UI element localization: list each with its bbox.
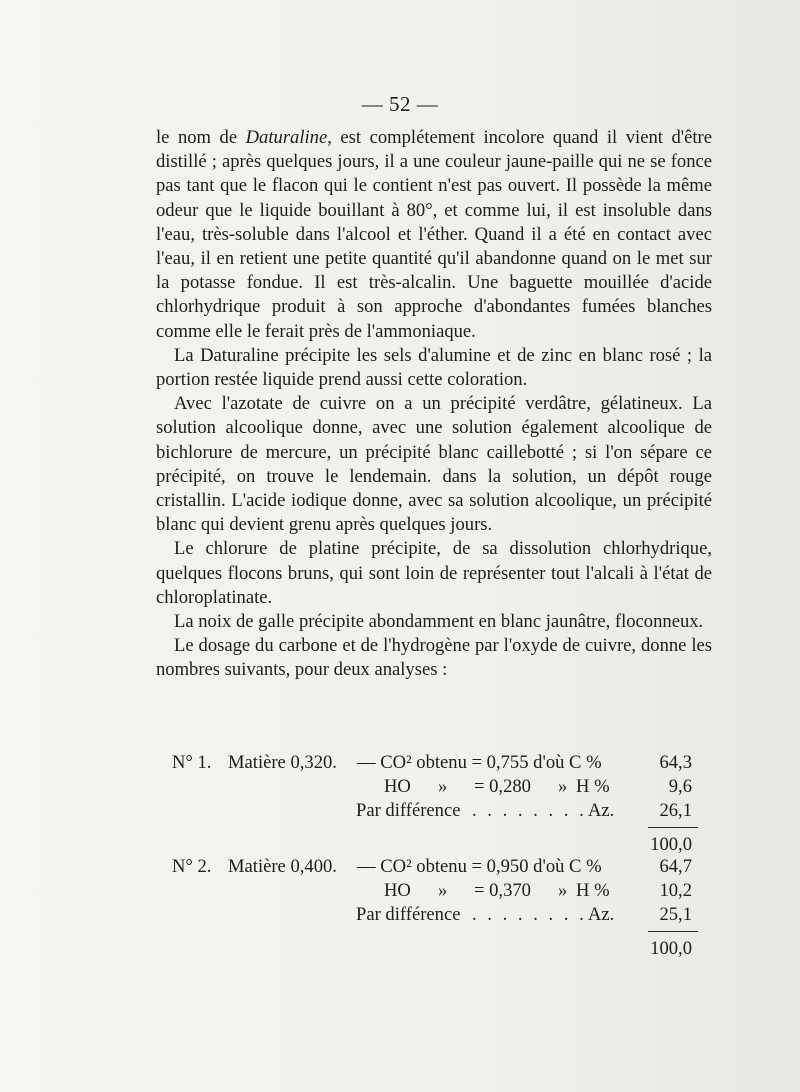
analysis-az-label: Az. <box>588 800 615 821</box>
sum-rule <box>648 827 698 828</box>
analysis-total: 100,0 <box>650 938 692 959</box>
paragraph-1-rest: , est complétement incolore quand il vient d'être distillé ; après quelques jours, il a une couleur jaune-paille qui ne se fonce pas tant que le flacon qui le contient n'est pas ouvert. Il possède la même odeur que le liquide bouillant à 80°, et comme lui, il est insoluble dans l'eau, très-soluble dans l'alcool et l'éther. Quand il a été en contact avec l'eau, il en retient une petite quantité qu'il abandonne quand on le met sur la potasse fondue. Il est très-alcalin. Une baguette mouillée d'acide chlorhydrique produit à son approche d'abondantes fumées blanches comme elle le ferait près de l'ammoniaque. <box>156 127 712 342</box>
paragraph-4: Le chlorure de platine précipite, de sa dissolution chlorhydrique, quelques flocons bruns, qui sont loin de représenter tout l'alcali à l'état de chloroplatinate. <box>156 538 712 608</box>
analysis-row-azote <box>156 800 712 824</box>
analysis-h-value: 9,6 <box>668 776 692 797</box>
paragraph-1-start: le nom de <box>156 127 246 148</box>
analysis-ho-quote: » <box>438 880 448 901</box>
analysis-row-carbon <box>156 856 712 880</box>
paragraph-3: Avec l'azotate de cuivre on a un précipité verdâtre, gélatineux. La solution alcoolique donne, avec une solution également alcoolique de bichlorure de mercure, un précipité blanc caillebotté ; si l'on sépare ce précipité, on trouve le lendemain. dans la solution, un dépôt rouge cristallin. L'acide iodique donne, avec sa solution alcoolique, un précipité blanc qui devient grenu après quelques jours. <box>156 393 712 536</box>
analysis-c-value: 64,7 <box>659 856 692 877</box>
page-number: — 52 — <box>361 92 439 116</box>
analysis-h-value: 10,2 <box>659 880 692 901</box>
analysis-co2: — CO² obtenu = 0,755 d'où C % <box>357 752 602 773</box>
analysis-row-total <box>156 938 712 962</box>
analysis-ho-quote: » <box>438 776 448 797</box>
paragraph-6: Le dosage du carbone et de l'hydrogène par l'oxyde de cuivre, donne les nombres suivants, pour deux analyses : <box>156 635 712 681</box>
analysis-total: 100,0 <box>650 834 692 855</box>
analysis-2 <box>156 856 712 962</box>
analysis-label: N° 1. <box>172 752 212 773</box>
analysis-matiere: Matière 0,400. <box>228 856 337 877</box>
analysis-diff-label: Par différence <box>356 800 461 821</box>
paragraph-2: La Daturaline précipite les sels d'alumine et de zinc en blanc rosé ; la portion restée liquide prend aussi cette coloration. <box>156 344 712 391</box>
analysis-dots: . . . . . . . . <box>472 800 587 821</box>
daturaline-name: Daturaline <box>245 127 328 148</box>
analysis-h-label: H % <box>576 880 610 901</box>
analysis-h-quote: » <box>558 880 568 901</box>
paragraph-1 <box>156 126 712 344</box>
analysis-row-azote <box>156 904 712 928</box>
analysis-label: N° 2. <box>172 856 212 877</box>
analysis-ho-label: HO <box>384 880 411 901</box>
analysis-row-hydrogen <box>156 776 712 800</box>
analysis-az-value: 26,1 <box>659 800 692 821</box>
analysis-row-carbon <box>156 752 712 776</box>
analysis-h-label: H % <box>576 776 610 797</box>
analysis-diff-label: Par différence <box>356 904 461 925</box>
analysis-ho-label: HO <box>384 776 411 797</box>
sum-rule <box>648 931 698 932</box>
analysis-ho-eq: = 0,280 <box>474 776 531 797</box>
analysis-h-quote: » <box>558 776 568 797</box>
analysis-row-hydrogen <box>156 880 712 904</box>
analysis-dots: . . . . . . . . <box>472 904 587 925</box>
analysis-1 <box>156 752 712 858</box>
analysis-ho-eq: = 0,370 <box>474 880 531 901</box>
paragraph-5: La noix de galle précipite abondamment en blanc jaunâtre, floconneux. <box>174 611 704 633</box>
analysis-az-label: Az. <box>588 904 615 925</box>
analysis-az-value: 25,1 <box>659 904 692 925</box>
analysis-row-total <box>156 834 712 858</box>
analysis-co2: — CO² obtenu = 0,950 d'où C % <box>357 856 602 877</box>
body-text <box>156 126 712 683</box>
analysis-matiere: Matière 0,320. <box>228 752 337 773</box>
analysis-c-value: 64,3 <box>659 752 692 773</box>
